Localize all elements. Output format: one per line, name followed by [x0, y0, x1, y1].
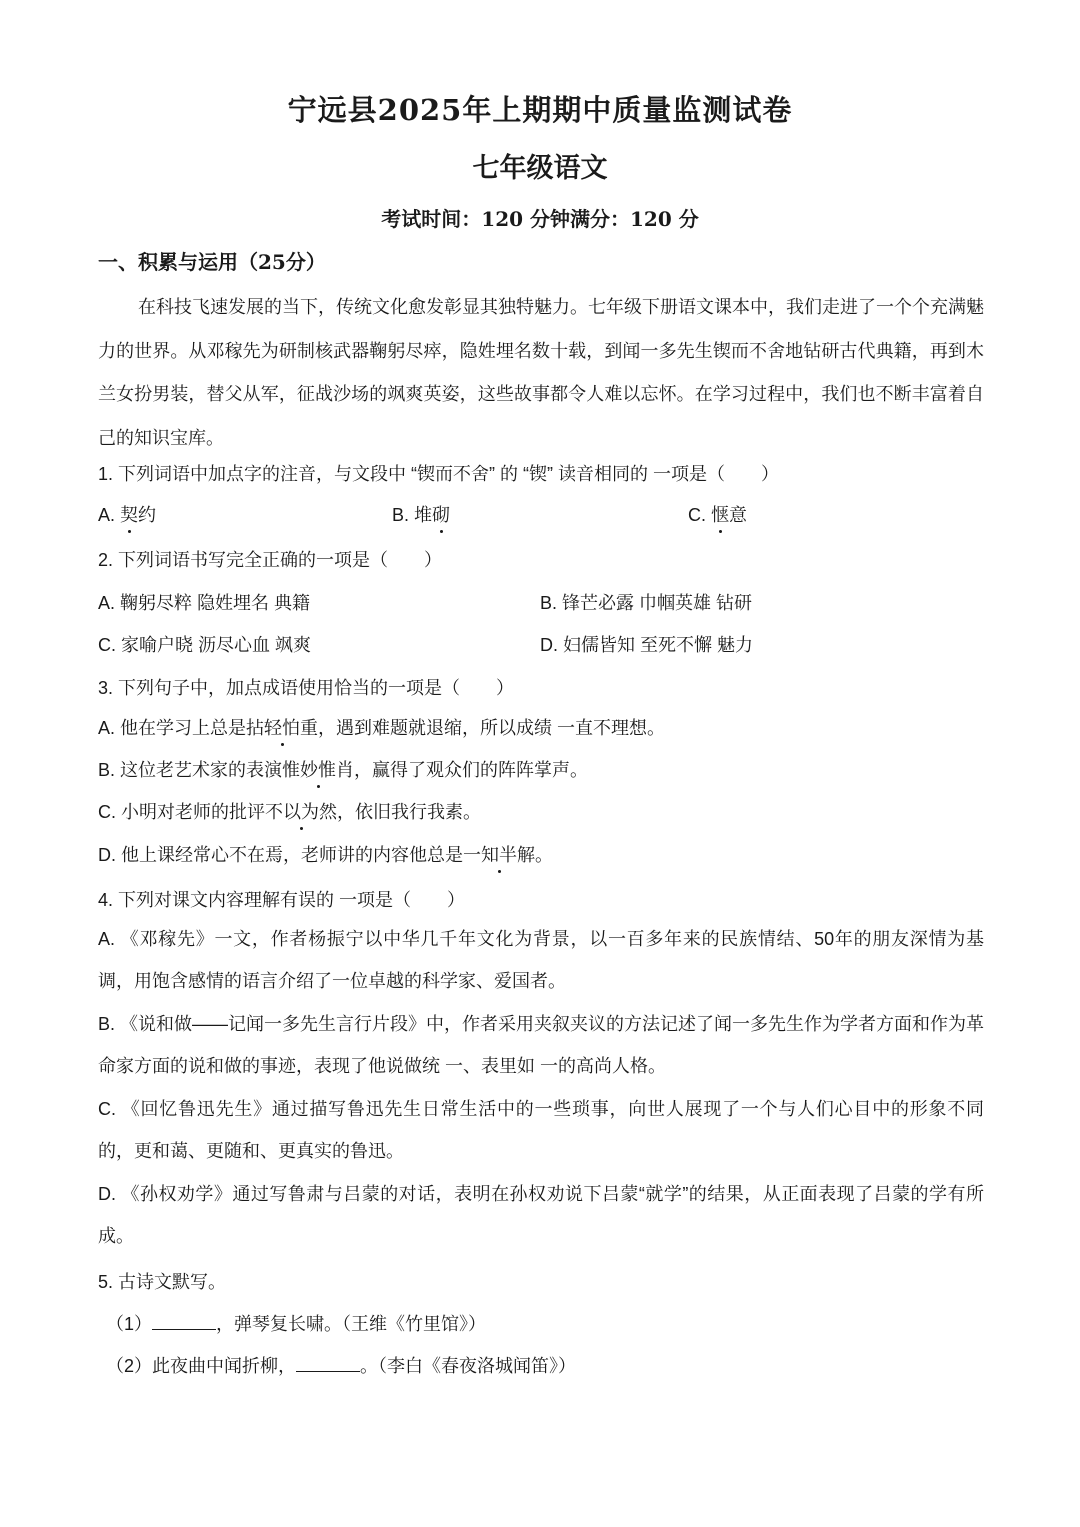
- question-3-option-a: [98, 714, 665, 740]
- item-number: （1）: [106, 1314, 153, 1334]
- dotted-idiom: 不以为然: [265, 798, 337, 824]
- item-text: （2）此夜曲中闻折柳，: [106, 1356, 297, 1376]
- question-3-stem: 3. 下列句子中，加点成语使用恰当的一项是（ ）: [98, 678, 515, 698]
- option-text: 。: [535, 845, 553, 865]
- exam-title: 宁远县2025年上期期中质量监测试卷: [287, 93, 793, 127]
- question-5-item-1: [106, 1310, 486, 1336]
- fill-in-blank[interactable]: [296, 1355, 360, 1372]
- dotted-char: 契: [120, 501, 138, 527]
- item-text: 。（李白《春夜洛城闻笛》）: [360, 1356, 577, 1376]
- dotted-idiom: 拈轻怕重: [246, 714, 318, 740]
- question-4-option-a: A. 《邓稼先》一文，作者杨振宁以中华几千年文化为背景，以一百多年来的民族情结、50年的朋友深情为基调，用饱含感情的语言介绍了一位卓越的科学家、爱国者。: [98, 929, 984, 991]
- option-prefix: B. 堆: [392, 505, 433, 525]
- option-text: ，依旧我行我素。: [337, 802, 482, 822]
- option-text: D. 他上课经常心不在焉，老师讲的内容他总是: [98, 845, 463, 865]
- dotted-idiom: 一知半解: [463, 841, 535, 867]
- question-1-option-b: [392, 501, 450, 527]
- question-4-option-b: B. 《说和做——记闻一多先生言行片段》中，作者采用夹叙夹议的方法记述了闻一多先生作为学者方面和作为革命家方面的说和做的事迹，表现了他说做统 一、表里如 一的高尚人格。: [98, 1014, 985, 1076]
- section-heading: 一、积累与运用（25分）: [98, 250, 326, 274]
- option-rest: 意: [729, 505, 748, 525]
- option-text: ，赢得了观众们的阵阵掌声。: [354, 760, 589, 780]
- reading-passage: 在科技飞速发展的当下，传统文化愈发彰显其独特魅力。七年级下册语文课本中，我们走进了一个个充满魅力的世界。从邓稼先为研制核武器鞠躬尽瘁，隐姓埋名数十载，到闻一多先生锲而不舍地钻研古代典籍，再到木兰女扮男装，替父从军，征战沙场的飒爽英姿，这些故事都令人难以忘怀。在学习过程中，我们也不断丰富着自己的知识宝库。: [98, 297, 984, 449]
- dotted-idiom: 惟妙惟肖: [282, 756, 354, 782]
- item-text: ，弹琴复长啸。（王维《竹里馆》）: [216, 1314, 487, 1334]
- dotted-char: 砌: [432, 501, 450, 527]
- question-4-option-d: D. 《孙权劝学》通过写鲁肃与吕蒙的对话，表明在孙权劝说下吕蒙“就学”的结果，从正面表现了吕蒙的学有所成。: [98, 1184, 984, 1246]
- question-4-stem: 4. 下列对课文内容理解有误的 一项是（ ）: [98, 890, 466, 910]
- exam-info: 考试时间：120 分钟满分：120 分: [381, 207, 699, 231]
- question-3-option-d: [98, 841, 553, 867]
- question-2-option-a: A. 鞠躬尽粹 隐姓埋名 典籍: [98, 593, 311, 613]
- option-rest: 约: [138, 505, 157, 525]
- option-prefix: A.: [98, 505, 121, 525]
- question-2-option-b: B. 锋芒必露 巾帼英雄 钻研: [540, 593, 753, 613]
- question-3-option-b: [98, 756, 588, 782]
- question-2-stem: 2. 下列词语书写完全正确的一项是（ ）: [98, 550, 443, 570]
- question-2-option-d: D. 妇儒皆知 至死不懈 魅力: [540, 635, 754, 655]
- question-5-item-2: [106, 1352, 576, 1378]
- question-5-stem: 5. 古诗文默写。: [98, 1272, 227, 1292]
- option-text: B. 这位老艺术家的表演: [98, 760, 283, 780]
- option-text: C. 小明对老师的批评: [98, 802, 266, 822]
- question-2-option-c: C. 家喻户晓 沥尽心血 飒爽: [98, 635, 312, 655]
- question-1-option-a: [98, 501, 156, 527]
- option-text: ，遇到难题就退缩，所以成绩 一直不理想。: [318, 718, 666, 738]
- option-prefix: C.: [688, 505, 712, 525]
- fill-in-blank[interactable]: [152, 1313, 216, 1330]
- option-text: A. 他在学习上总是: [98, 718, 247, 738]
- question-1-option-c: [688, 501, 747, 527]
- question-1-stem: 1. 下列词语中加点字的注音，与文段中 “锲而不舍” 的 “锲” 读音相同的 一项是（ ）: [98, 464, 779, 484]
- question-3-option-c: [98, 798, 481, 824]
- dotted-char: 惬: [711, 501, 729, 527]
- exam-subtitle: 七年级语文: [472, 153, 608, 184]
- question-4-option-c: C. 《回忆鲁迅先生》通过描写鲁迅先生日常生活中的一些琐事，向世人展现了一个与人们心目中的形象不同的，更和蔼、更随和、更真实的鲁迅。: [98, 1099, 984, 1161]
